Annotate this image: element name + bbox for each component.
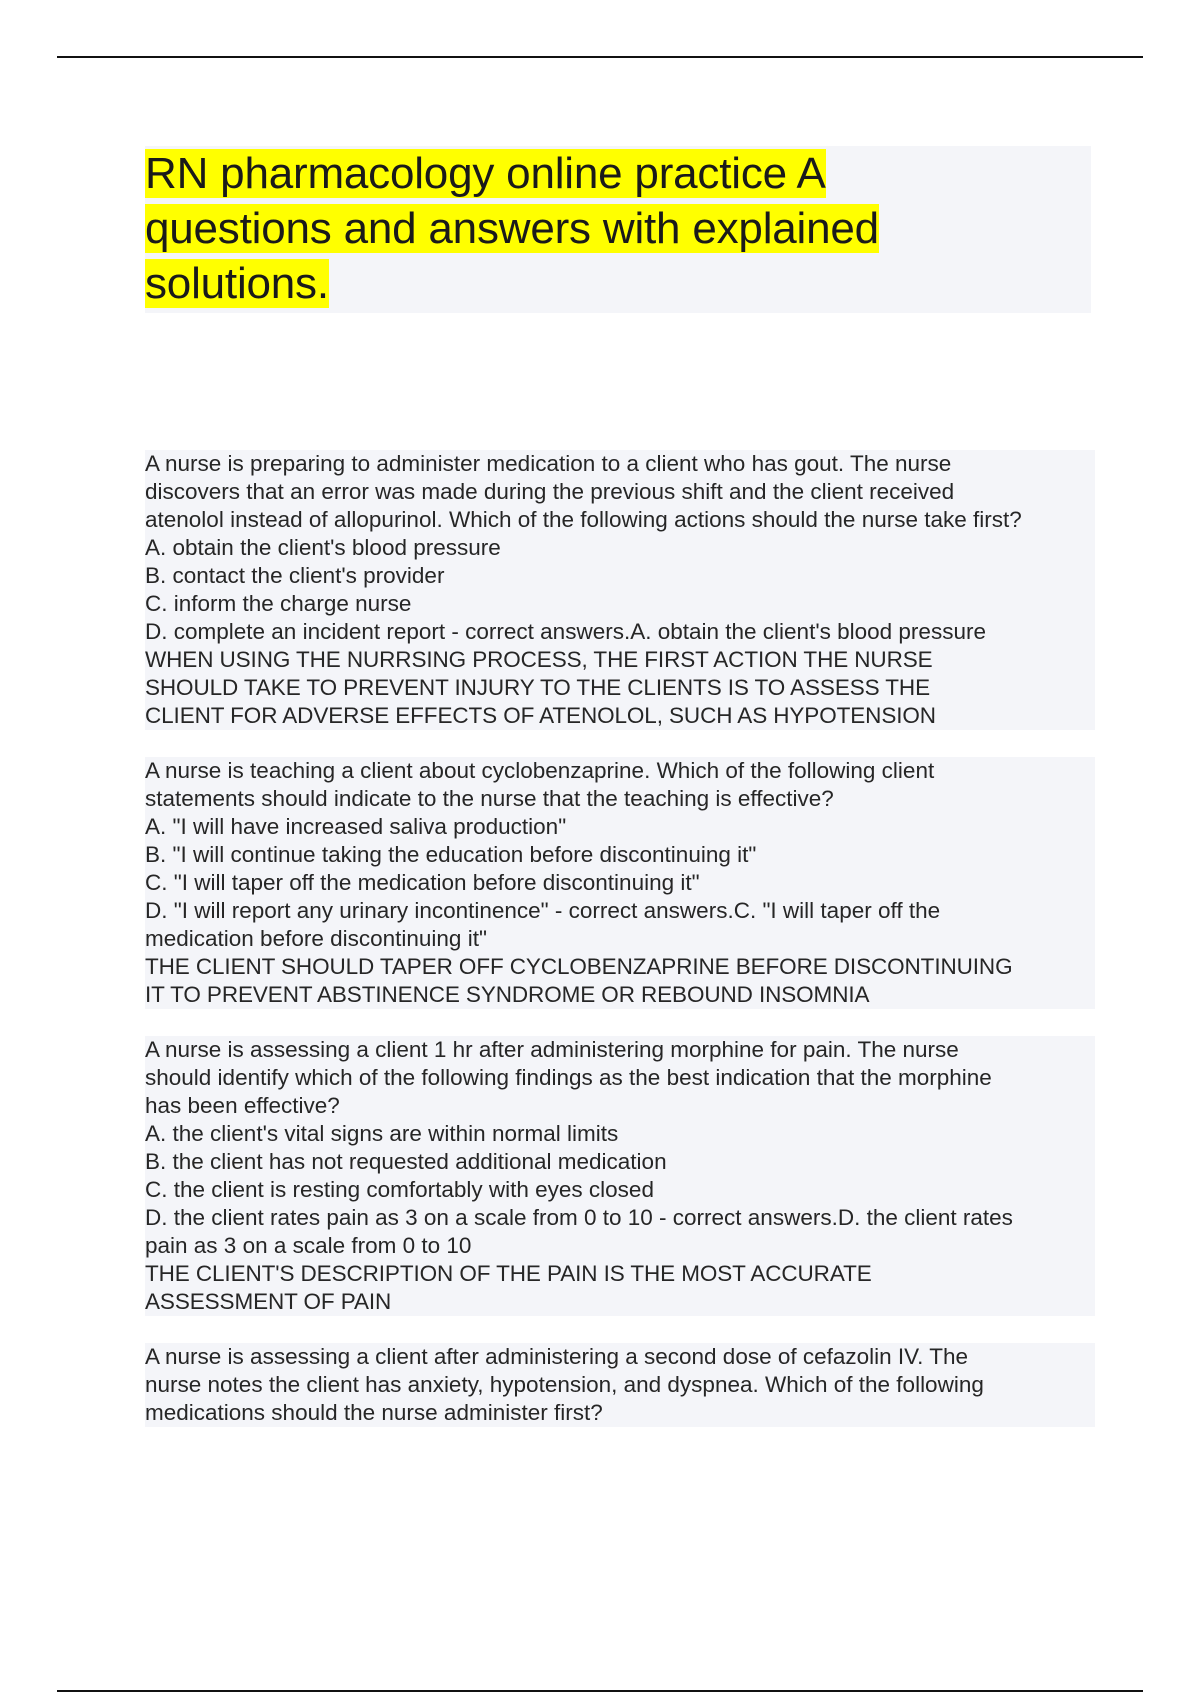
explanation-text: SHOULD TAKE TO PREVENT INJURY TO THE CLIENTS IS TO ASSESS THE	[145, 675, 930, 700]
question-text: A nurse is preparing to administer medication to a client who has gout. The nurse	[145, 451, 952, 476]
question-text: A nurse is assessing a client 1 hr after administering morphine for pain. The nurse	[145, 1037, 959, 1062]
question-text: statements should indicate to the nurse that the teaching is effective?	[145, 786, 834, 811]
explanation-text: WHEN USING THE NURRSING PROCESS, THE FIRST ACTION THE NURSE	[145, 647, 933, 672]
question-block-3	[145, 1036, 1095, 1316]
answer-option: C. "I will taper off the medication before discontinuing it"	[145, 870, 700, 895]
answer-option: medication before discontinuing it"	[145, 926, 487, 951]
answer-option: A. obtain the client's blood pressure	[145, 535, 501, 560]
answer-option: C. inform the charge nurse	[145, 591, 412, 616]
title-line: questions and answers with explained	[145, 204, 879, 253]
answer-option: D. complete an incident report - correct answers.A. obtain the client's blood pressure	[145, 619, 986, 644]
answer-option: C. the client is resting comfortably with eyes closed	[145, 1177, 654, 1202]
question-text: discovers that an error was made during the previous shift and the client received	[145, 479, 955, 504]
top-divider	[57, 56, 1143, 58]
answer-option: A. "I will have increased saliva production"	[145, 814, 567, 839]
question-text: has been effective?	[145, 1093, 340, 1118]
question-block-1	[145, 450, 1095, 730]
answer-option: pain as 3 on a scale from 0 to 10	[145, 1233, 472, 1258]
explanation-text: IT TO PREVENT ABSTINENCE SYNDROME OR REBOUND INSOMNIA	[145, 982, 870, 1007]
question-block-2	[145, 757, 1095, 1009]
title-line: RN pharmacology online practice A	[145, 149, 826, 198]
bottom-divider	[57, 1690, 1143, 1692]
question-text: atenolol instead of allopurinol. Which of the following actions should the nurse take first?	[145, 507, 1022, 532]
question-text: A nurse is teaching a client about cyclobenzaprine. Which of the following client	[145, 758, 935, 783]
question-text: medications should the nurse administer first?	[145, 1400, 603, 1425]
answer-option: D. the client rates pain as 3 on a scale from 0 to 10 - correct answers.D. the client rates	[145, 1205, 1013, 1230]
explanation-text: ASSESSMENT OF PAIN	[145, 1289, 392, 1314]
explanation-text: THE CLIENT SHOULD TAPER OFF CYCLOBENZAPRINE BEFORE DISCONTINUING	[145, 954, 1013, 979]
document-body	[145, 450, 1095, 1454]
answer-option: D. "I will report any urinary incontinence" - correct answers.C. "I will taper off the	[145, 898, 941, 923]
title-line: solutions.	[145, 259, 329, 308]
explanation-text: THE CLIENT'S DESCRIPTION OF THE PAIN IS THE MOST ACCURATE	[145, 1261, 872, 1286]
question-text: nurse notes the client has anxiety, hypotension, and dyspnea. Which of the following	[145, 1372, 984, 1397]
answer-option: A. the client's vital signs are within normal limits	[145, 1121, 619, 1146]
explanation-text: CLIENT FOR ADVERSE EFFECTS OF ATENOLOL, SUCH AS HYPOTENSION	[145, 703, 936, 728]
title-block	[145, 146, 1091, 313]
document-title	[145, 146, 1091, 311]
question-text: should identify which of the following findings as the best indication that the morphine	[145, 1065, 992, 1090]
answer-option: B. contact the client's provider	[145, 563, 445, 588]
answer-option: B. "I will continue taking the education before discontinuing it"	[145, 842, 757, 867]
answer-option: B. the client has not requested additional medication	[145, 1149, 667, 1174]
question-text: A nurse is assessing a client after administering a second dose of cefazolin IV. The	[145, 1344, 968, 1369]
question-block-4	[145, 1343, 1095, 1427]
